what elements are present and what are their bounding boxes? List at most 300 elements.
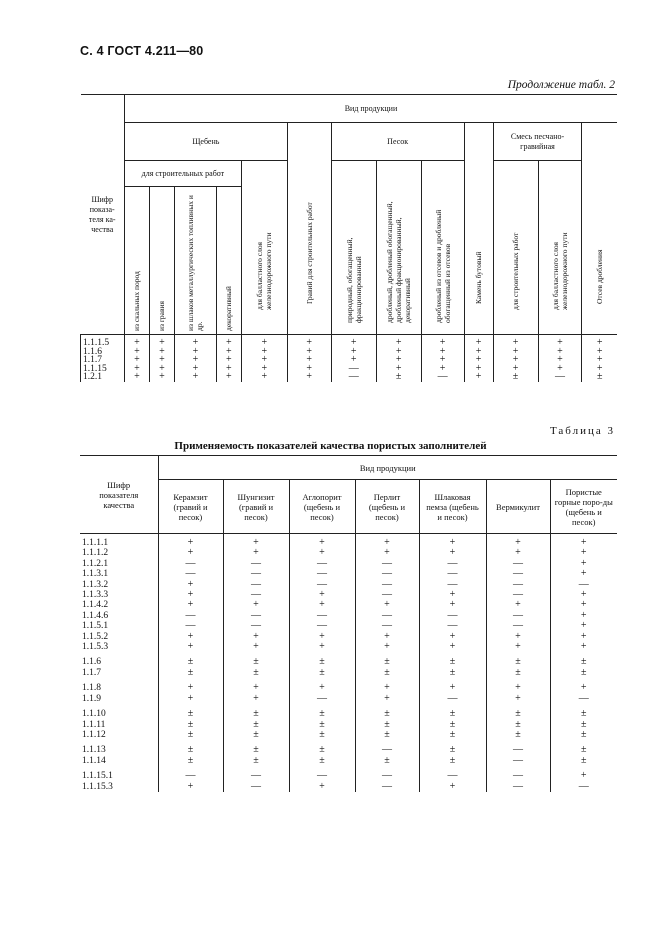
cell-mark: + [421,348,464,357]
cell-mark: + [550,590,617,600]
cell-mark: + [582,365,617,374]
cell-mark: + [486,632,550,642]
t2-sub-construction: для строительных работ [124,161,241,187]
cell-mark: ± [355,730,419,740]
cell-mark: — [550,782,617,792]
cell-mark: + [486,694,550,704]
t2-col-2: из гравия [149,187,174,335]
row-code: 1.1.2.1 [82,558,109,569]
cell-mark: + [223,534,289,549]
t2-product-type: Вид продукции [124,95,617,123]
cell-mark: + [493,365,538,374]
cell-mark: + [241,373,287,382]
t2-col-11: для строительных работ [493,161,538,335]
cell-mark: + [493,348,538,357]
cell-mark: + [289,782,355,792]
cell-mark: + [289,683,355,693]
t2-col-3: из шлаков металлургических топливных и др. [174,187,216,335]
cell-mark: + [550,632,617,642]
cell-mark: — [289,580,355,590]
table-3 [80,455,617,792]
cell-mark: + [149,373,174,382]
cell-mark: ± [158,709,223,719]
table-3-label: Таблица 3 [549,425,615,437]
page-header: С. 4 ГОСТ 4.211—80 [80,44,204,58]
table-row [80,580,617,590]
cell-mark: — [223,611,289,621]
table-row [80,621,617,631]
cell-mark: ± [582,373,617,382]
table-row [80,548,617,558]
cell-mark: — [486,782,550,792]
cell-mark: + [124,365,149,374]
cell-mark: — [289,611,355,621]
t3-col-4: Перлит (щебень и песок) [355,480,419,534]
cell-mark: + [174,365,216,374]
cell-mark: ± [158,720,223,730]
cell-mark: — [289,621,355,631]
cell-mark: — [486,569,550,579]
row-code: 1.1.1.2 [82,548,109,559]
cell-mark: + [550,559,617,569]
cell-mark: ± [486,668,550,678]
cell-mark: ± [289,668,355,678]
cell-mark: + [419,600,486,610]
cell-mark: + [464,365,493,374]
cell-mark: — [223,621,289,631]
t3-col-7: Пористые горные поро-ды (щебень и песок) [550,480,617,534]
cell-mark: + [419,534,486,549]
cell-mark: ± [289,756,355,766]
cell-mark: — [158,771,223,781]
row-code: 1.1.15.3 [82,781,113,792]
table-2 [80,94,617,382]
cell-mark: + [223,632,289,642]
cell-mark: — [223,569,289,579]
row-code: 1.1.5.1 [82,621,109,632]
table-row [80,642,617,652]
cell-mark: + [289,600,355,610]
cell-mark: — [158,611,223,621]
row-code: 1.1.1.1 [82,538,109,548]
cell-mark: + [241,348,287,357]
table-row [80,600,617,610]
row-code: 1.1.4.6 [82,610,109,621]
table-3-title: Применяемость показателей качества пористых заполнителей [174,440,487,452]
cell-mark: — [158,621,223,631]
cell-mark: + [289,590,355,600]
cell-mark: ± [550,745,617,755]
cell-mark: — [355,611,419,621]
cell-mark: — [419,580,486,590]
t2-col-10: Камень бутовый [464,123,493,335]
cell-mark: + [376,348,421,357]
cell-mark: — [419,611,486,621]
cell-mark: + [419,642,486,652]
row-code: 1.1.3.2 [82,579,109,590]
cell-mark: + [582,356,617,365]
cell-mark: + [287,356,331,365]
cell-mark: ± [223,720,289,730]
row-code: 1.1.7 [81,356,125,365]
cell-mark: — [355,569,419,579]
cell-mark: ± [550,709,617,719]
row-code: 1.1.10 [82,709,106,720]
cell-mark: ± [223,668,289,678]
t2-col-8: дробленый, дробленый обогащенный, дробленый фракционированный, декоративный [376,161,421,335]
cell-mark: ± [158,657,223,667]
cell-mark: — [486,611,550,621]
cell-mark: + [355,683,419,693]
cell-mark: ± [376,373,421,382]
table-row [80,782,617,792]
cell-mark: + [419,590,486,600]
cell-mark: + [486,683,550,693]
cell-mark: ± [223,745,289,755]
cell-mark: + [486,548,550,558]
cell-mark: + [149,356,174,365]
cell-mark: — [486,590,550,600]
table-row [80,683,617,693]
cell-mark: ± [223,730,289,740]
cell-mark: — [419,569,486,579]
cell-mark: ± [355,668,419,678]
cell-mark: — [419,771,486,781]
row-code: 1.1.1.5 [81,335,125,348]
cell-mark: + [421,356,464,365]
table-row [80,611,617,621]
row-code: 1.2.1 [81,373,125,382]
cell-mark: + [158,642,223,652]
cell-mark: ± [158,745,223,755]
cell-mark: — [550,580,617,590]
row-code: 1.1.15.1 [82,771,113,782]
cell-mark: + [124,356,149,365]
cell-mark: ± [419,745,486,755]
cell-mark: + [376,335,421,348]
t3-product-type: Вид продукции [158,456,617,480]
cell-mark: + [287,335,331,348]
cell-mark: ± [289,657,355,667]
cell-mark: — [355,782,419,792]
cell-mark: — [223,590,289,600]
table-row [80,590,617,600]
cell-mark: — [550,694,617,704]
cell-mark: + [376,365,421,374]
cell-mark: + [582,335,617,348]
cell-mark: + [464,373,493,382]
cell-mark: ± [223,709,289,719]
cell-mark: ± [419,720,486,730]
cell-mark: + [486,600,550,610]
cell-mark: — [331,365,376,374]
cell-mark: + [216,356,241,365]
cell-mark: + [550,600,617,610]
cell-mark: + [538,348,582,357]
cell-mark: + [538,356,582,365]
cell-mark: — [355,559,419,569]
cell-mark: — [355,745,419,755]
cell-mark: + [331,348,376,357]
cell-mark: + [355,694,419,704]
cell-mark: ± [355,657,419,667]
cell-mark: — [289,771,355,781]
cell-mark: + [158,782,223,792]
cell-mark: — [486,621,550,631]
cell-mark: ± [158,668,223,678]
cell-mark: — [421,373,464,382]
cell-mark: ± [550,668,617,678]
cell-mark: ± [289,709,355,719]
t2-code-header: Шифр показа-теля ка-чества [81,95,125,335]
cell-mark: ± [355,709,419,719]
cell-mark: + [582,348,617,357]
cell-mark: + [355,600,419,610]
cell-mark: + [149,335,174,348]
table-row [80,756,617,766]
cell-mark: — [486,580,550,590]
cell-mark: + [241,335,287,348]
cell-mark: — [486,745,550,755]
table-row [80,771,617,781]
cell-mark: — [158,569,223,579]
cell-mark: + [419,548,486,558]
table-row [80,709,617,719]
cell-mark: + [223,642,289,652]
cell-mark: — [289,569,355,579]
cell-mark: + [464,348,493,357]
cell-mark: + [216,348,241,357]
cell-mark: + [241,365,287,374]
cell-mark: — [331,373,376,382]
cell-mark: + [241,356,287,365]
cell-mark: + [289,642,355,652]
cell-mark: + [550,621,617,631]
row-code: 1.1.11 [82,719,106,730]
t3-code-header: Шифр показателя качества [80,456,158,534]
cell-mark: + [174,373,216,382]
cell-mark: + [158,694,223,704]
cell-mark: ± [158,756,223,766]
table-row [81,373,618,382]
cell-mark: ± [289,730,355,740]
row-code: 1.1.5.3 [82,642,109,653]
cell-mark: + [550,569,617,579]
cell-mark: + [464,335,493,348]
cell-mark: + [223,548,289,558]
cell-mark: ± [486,720,550,730]
cell-mark: + [550,534,617,549]
cell-mark: + [550,642,617,652]
cell-mark: + [331,356,376,365]
row-code: 1.1.3.3 [82,590,109,601]
table-row [80,720,617,730]
cell-mark: ± [486,709,550,719]
table-row [80,730,617,740]
cell-mark: + [216,335,241,348]
cell-mark: ± [486,730,550,740]
cell-mark: + [550,548,617,558]
table-row [80,632,617,642]
t2-col-4: декоративный [216,187,241,335]
cell-mark: + [355,642,419,652]
cell-mark: + [493,335,538,348]
cell-mark: + [158,600,223,610]
cell-mark: + [355,534,419,549]
cell-mark: — [223,559,289,569]
cell-mark: + [419,782,486,792]
cell-mark: ± [419,756,486,766]
cell-mark: — [355,580,419,590]
cell-mark: + [419,632,486,642]
cell-mark: ± [289,745,355,755]
cell-mark: + [158,580,223,590]
cell-mark: + [538,335,582,348]
cell-mark: + [550,683,617,693]
cell-mark: + [486,534,550,549]
table-row [80,694,617,704]
cell-mark: + [355,548,419,558]
cell-mark: + [355,632,419,642]
cell-mark: + [124,348,149,357]
cell-mark: + [376,356,421,365]
cell-mark: + [287,373,331,382]
t2-col-7: природный, обогащенный, фракционированный [331,161,376,335]
cell-mark: — [223,580,289,590]
cell-mark: ± [419,709,486,719]
cell-mark: + [158,548,223,558]
row-code: 1.1.15 [81,365,125,374]
t2-col-1: из скальных пород [124,187,149,335]
cell-mark: ± [550,730,617,740]
cell-mark: + [174,356,216,365]
t3-col-2: Шунгизит (гравий и песок) [223,480,289,534]
cell-mark: + [419,683,486,693]
cell-mark: + [124,335,149,348]
cell-mark: + [538,365,582,374]
cell-mark: — [355,590,419,600]
cell-mark: + [331,335,376,348]
cell-mark: + [158,534,223,549]
t2-group-sand: Песок [331,123,464,161]
cell-mark: + [486,642,550,652]
cell-mark: + [158,590,223,600]
cell-mark: — [355,621,419,631]
table-row [80,559,617,569]
cell-mark: + [124,373,149,382]
cell-mark: + [287,365,331,374]
cell-mark: + [216,373,241,382]
cell-mark: ± [419,668,486,678]
cell-mark: ± [158,730,223,740]
cell-mark: ± [223,657,289,667]
row-code: 1.1.3.1 [82,569,109,580]
cell-mark: + [216,365,241,374]
cell-mark: — [419,559,486,569]
t2-col-13: Отсев дробления [582,123,617,335]
cell-mark: + [550,771,617,781]
cell-mark: + [421,335,464,348]
cell-mark: — [158,559,223,569]
cell-mark: — [223,782,289,792]
cell-mark: ± [419,730,486,740]
cell-mark: + [158,683,223,693]
t2-col-9: дробленый из отсевов и дробленый обогащенный из отсевов [421,161,464,335]
row-code: 1.1.12 [82,729,106,740]
cell-mark: + [289,548,355,558]
t2-col-5: для балластного слоя железнодорожного пути [241,161,287,335]
cell-mark: + [158,632,223,642]
cell-mark: + [289,632,355,642]
cell-mark: ± [355,720,419,730]
cell-mark: — [486,756,550,766]
cell-mark: ± [289,720,355,730]
cell-mark: — [223,771,289,781]
cell-mark: ± [355,756,419,766]
t2-group-mix: Смесь песчано-гравийная [493,123,582,161]
cell-mark: — [289,559,355,569]
continuation-label: Продолжение табл. 2 [507,79,615,91]
cell-mark: + [493,356,538,365]
cell-mark: — [538,373,582,382]
t2-col-6: Гравий для строительных работ [287,123,331,335]
t2-group-crushed: Щебень [124,123,287,161]
row-code: 1.1.6 [82,657,101,668]
t3-col-6: Вермикулит [486,480,550,534]
cell-mark: + [289,534,355,549]
cell-mark: ± [550,657,617,667]
cell-mark: + [174,348,216,357]
row-code: 1.1.7 [82,667,101,678]
table-row [80,534,617,549]
row-code: 1.1.9 [82,693,101,704]
cell-mark: — [355,771,419,781]
cell-mark: + [149,365,174,374]
t2-col-12: для балластного слоя железнодорожного пути [538,161,582,335]
table-row [80,668,617,678]
cell-mark: ± [223,756,289,766]
cell-mark: + [550,611,617,621]
cell-mark: ± [550,720,617,730]
cell-mark: + [223,683,289,693]
cell-mark: — [419,621,486,631]
row-code: 1.1.5.2 [82,631,109,642]
cell-mark: + [223,694,289,704]
cell-mark: — [486,771,550,781]
t3-col-3: Аглопорит (щебень и песок) [289,480,355,534]
row-code: 1.1.6 [81,348,125,357]
cell-mark: ± [486,657,550,667]
t3-col-1: Керамзит (гравий и песок) [158,480,223,534]
cell-mark: ± [419,657,486,667]
table-row [80,569,617,579]
cell-mark: + [223,600,289,610]
t3-col-5: Шлаковая пемза (щебень и песок) [419,480,486,534]
cell-mark: + [421,365,464,374]
cell-mark: — [419,694,486,704]
cell-mark: ± [493,373,538,382]
cell-mark: — [486,559,550,569]
cell-mark: + [174,335,216,348]
row-code: 1.1.4.2 [82,600,109,611]
table-row [80,745,617,755]
row-code: 1.1.8 [82,683,101,694]
table-row [80,657,617,667]
cell-mark: + [464,356,493,365]
row-code: 1.1.14 [82,755,106,766]
row-code: 1.1.13 [82,745,106,756]
cell-mark: + [149,348,174,357]
